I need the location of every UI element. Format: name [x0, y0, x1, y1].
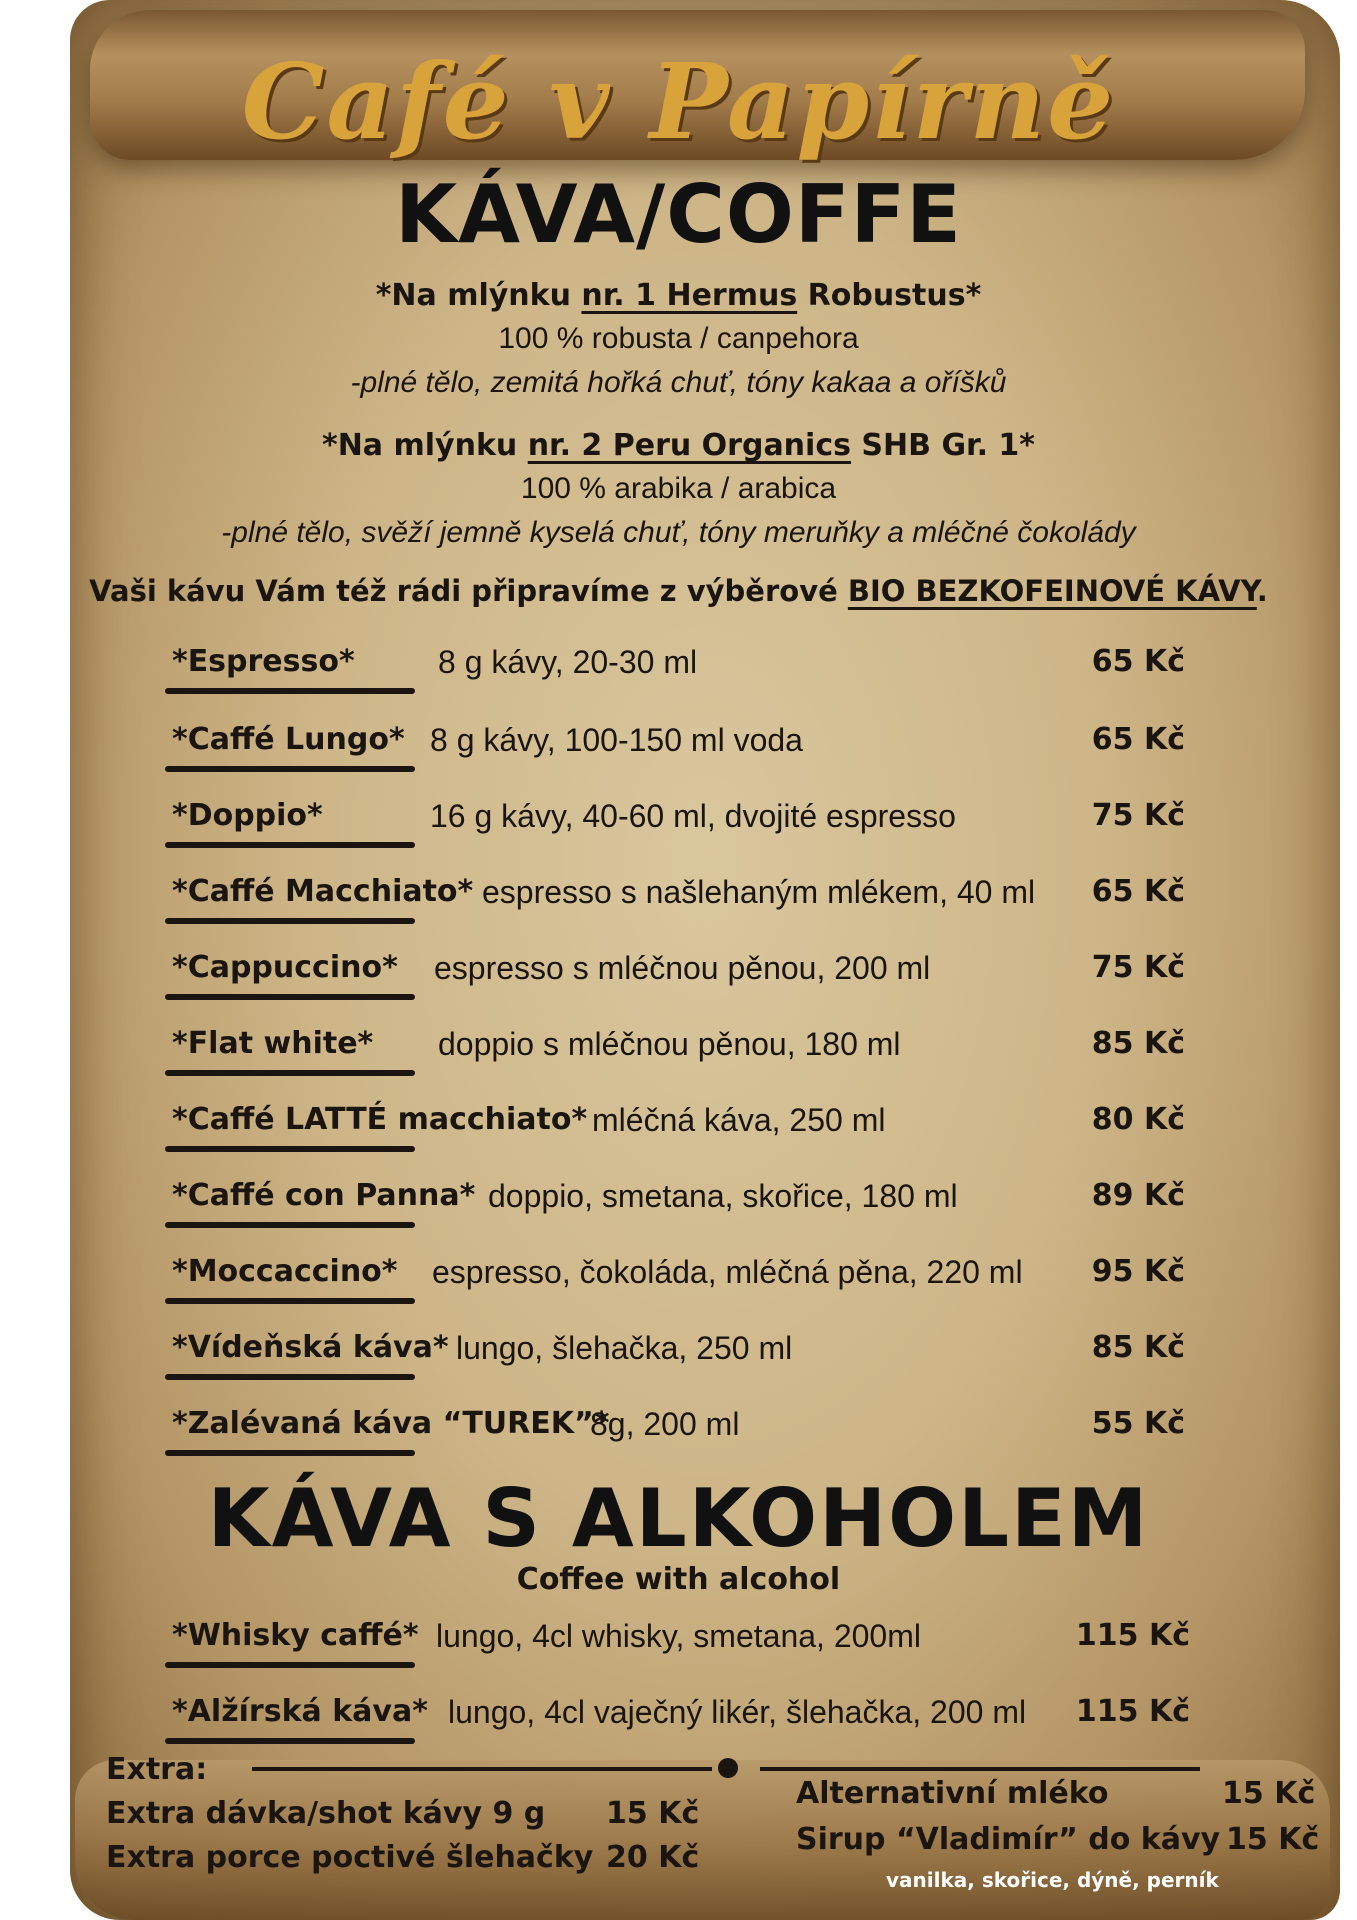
cafe-name: Café v Papírně	[241, 40, 1116, 163]
extra-syrup-name: Sirup “Vladimír” do kávy	[796, 1822, 1221, 1857]
divider-dot	[718, 1758, 738, 1778]
menu-item-lungo: *Caffé Lungo* 8 g kávy, 100-150 ml voda 65 Kč	[0, 722, 1357, 782]
section-title-coffee: KÁVA/COFFE	[395, 168, 962, 261]
syrup-flavors: vanilka, skořice, dýně, perník	[886, 1868, 1219, 1892]
extra-cream-price: 20 Kč	[606, 1840, 700, 1875]
extra-label: Extra:	[106, 1752, 208, 1787]
grinder2-blend: 100 % arabika / arabica	[520, 472, 837, 505]
menu-item-cappuccino: *Cappuccino* espresso s mléčnou pěnou, 200 ml 75 Kč	[0, 950, 1357, 1010]
extra-shot-price: 15 Kč	[606, 1796, 700, 1831]
section-subtitle-alcohol: Coffee with alcohol	[516, 1562, 841, 1597]
menu-item-flat-white: *Flat white* doppio s mléčnou pěnou, 180 ml 85 Kč	[0, 1026, 1357, 1086]
decaf-note: Vaši kávu Vám též rádi připravíme z výběrové BIO BEZKOFEINOVÉ KÁVY.	[89, 574, 1268, 608]
menu-item-moccaccino: *Moccaccino* espresso, čokoláda, mléčná pěna, 220 ml 95 Kč	[0, 1254, 1357, 1314]
extra-milk-price: 15 Kč	[1222, 1776, 1316, 1811]
extra-cream-name: Extra porce poctivé šlehačky	[106, 1840, 594, 1875]
menu-item-latte-macchiato: *Caffé LATTÉ macchiato* mléčná káva, 250 ml 80 Kč	[0, 1102, 1357, 1162]
menu-item-espresso: *Espresso* 8 g kávy, 20-30 ml 65 Kč	[0, 644, 1357, 704]
menu-item-macchiato: *Caffé Macchiato* espresso s našlehaným mlékem, 40 ml 65 Kč	[0, 874, 1357, 934]
grinder2-title: *Na mlýnku nr. 2 Peru Organics SHB Gr. 1*	[322, 428, 1035, 463]
extra-divider-left	[252, 1767, 712, 1771]
section-title-alcohol: KÁVA S ALKOHOLEM	[207, 1472, 1150, 1565]
menu-item-whisky: *Whisky caffé* lungo, 4cl whisky, smetana, 200ml 115 Kč	[0, 1618, 1357, 1678]
extra-shot-name: Extra dávka/shot kávy 9 g	[106, 1796, 546, 1831]
grinder2-notes: -plné tělo, svěží jemně kyselá chuť, tóny meruňky a mléčné čokolády	[221, 516, 1136, 549]
grinder1-notes: -plné tělo, zemitá hořká chuť, tóny kakaa a oříšků	[350, 366, 1007, 399]
menu-item-turek: *Zalévaná káva “TUREK”* 8g, 200 ml 55 Kč	[0, 1406, 1357, 1466]
menu-item-videnska: *Vídeňská káva* lungo, šlehačka, 250 ml 85 Kč	[0, 1330, 1357, 1390]
extra-divider-right	[760, 1767, 1200, 1771]
grinder1-title: *Na mlýnku nr. 1 Hermus Robustus*	[375, 278, 982, 313]
menu-item-alzirska: *Alžírská káva* lungo, 4cl vaječný likér, šlehačka, 200 ml 115 Kč	[0, 1694, 1357, 1754]
extra-syrup-price: 15 Kč	[1226, 1822, 1320, 1857]
extra-milk-name: Alternativní mléko	[796, 1776, 1109, 1811]
grinder1-blend: 100 % robusta / canpehora	[498, 322, 859, 355]
menu-item-con-panna: *Caffé con Panna* doppio, smetana, skořice, 180 ml 89 Kč	[0, 1178, 1357, 1238]
menu-item-doppio: *Doppio* 16 g kávy, 40-60 ml, dvojité espresso 75 Kč	[0, 798, 1357, 858]
